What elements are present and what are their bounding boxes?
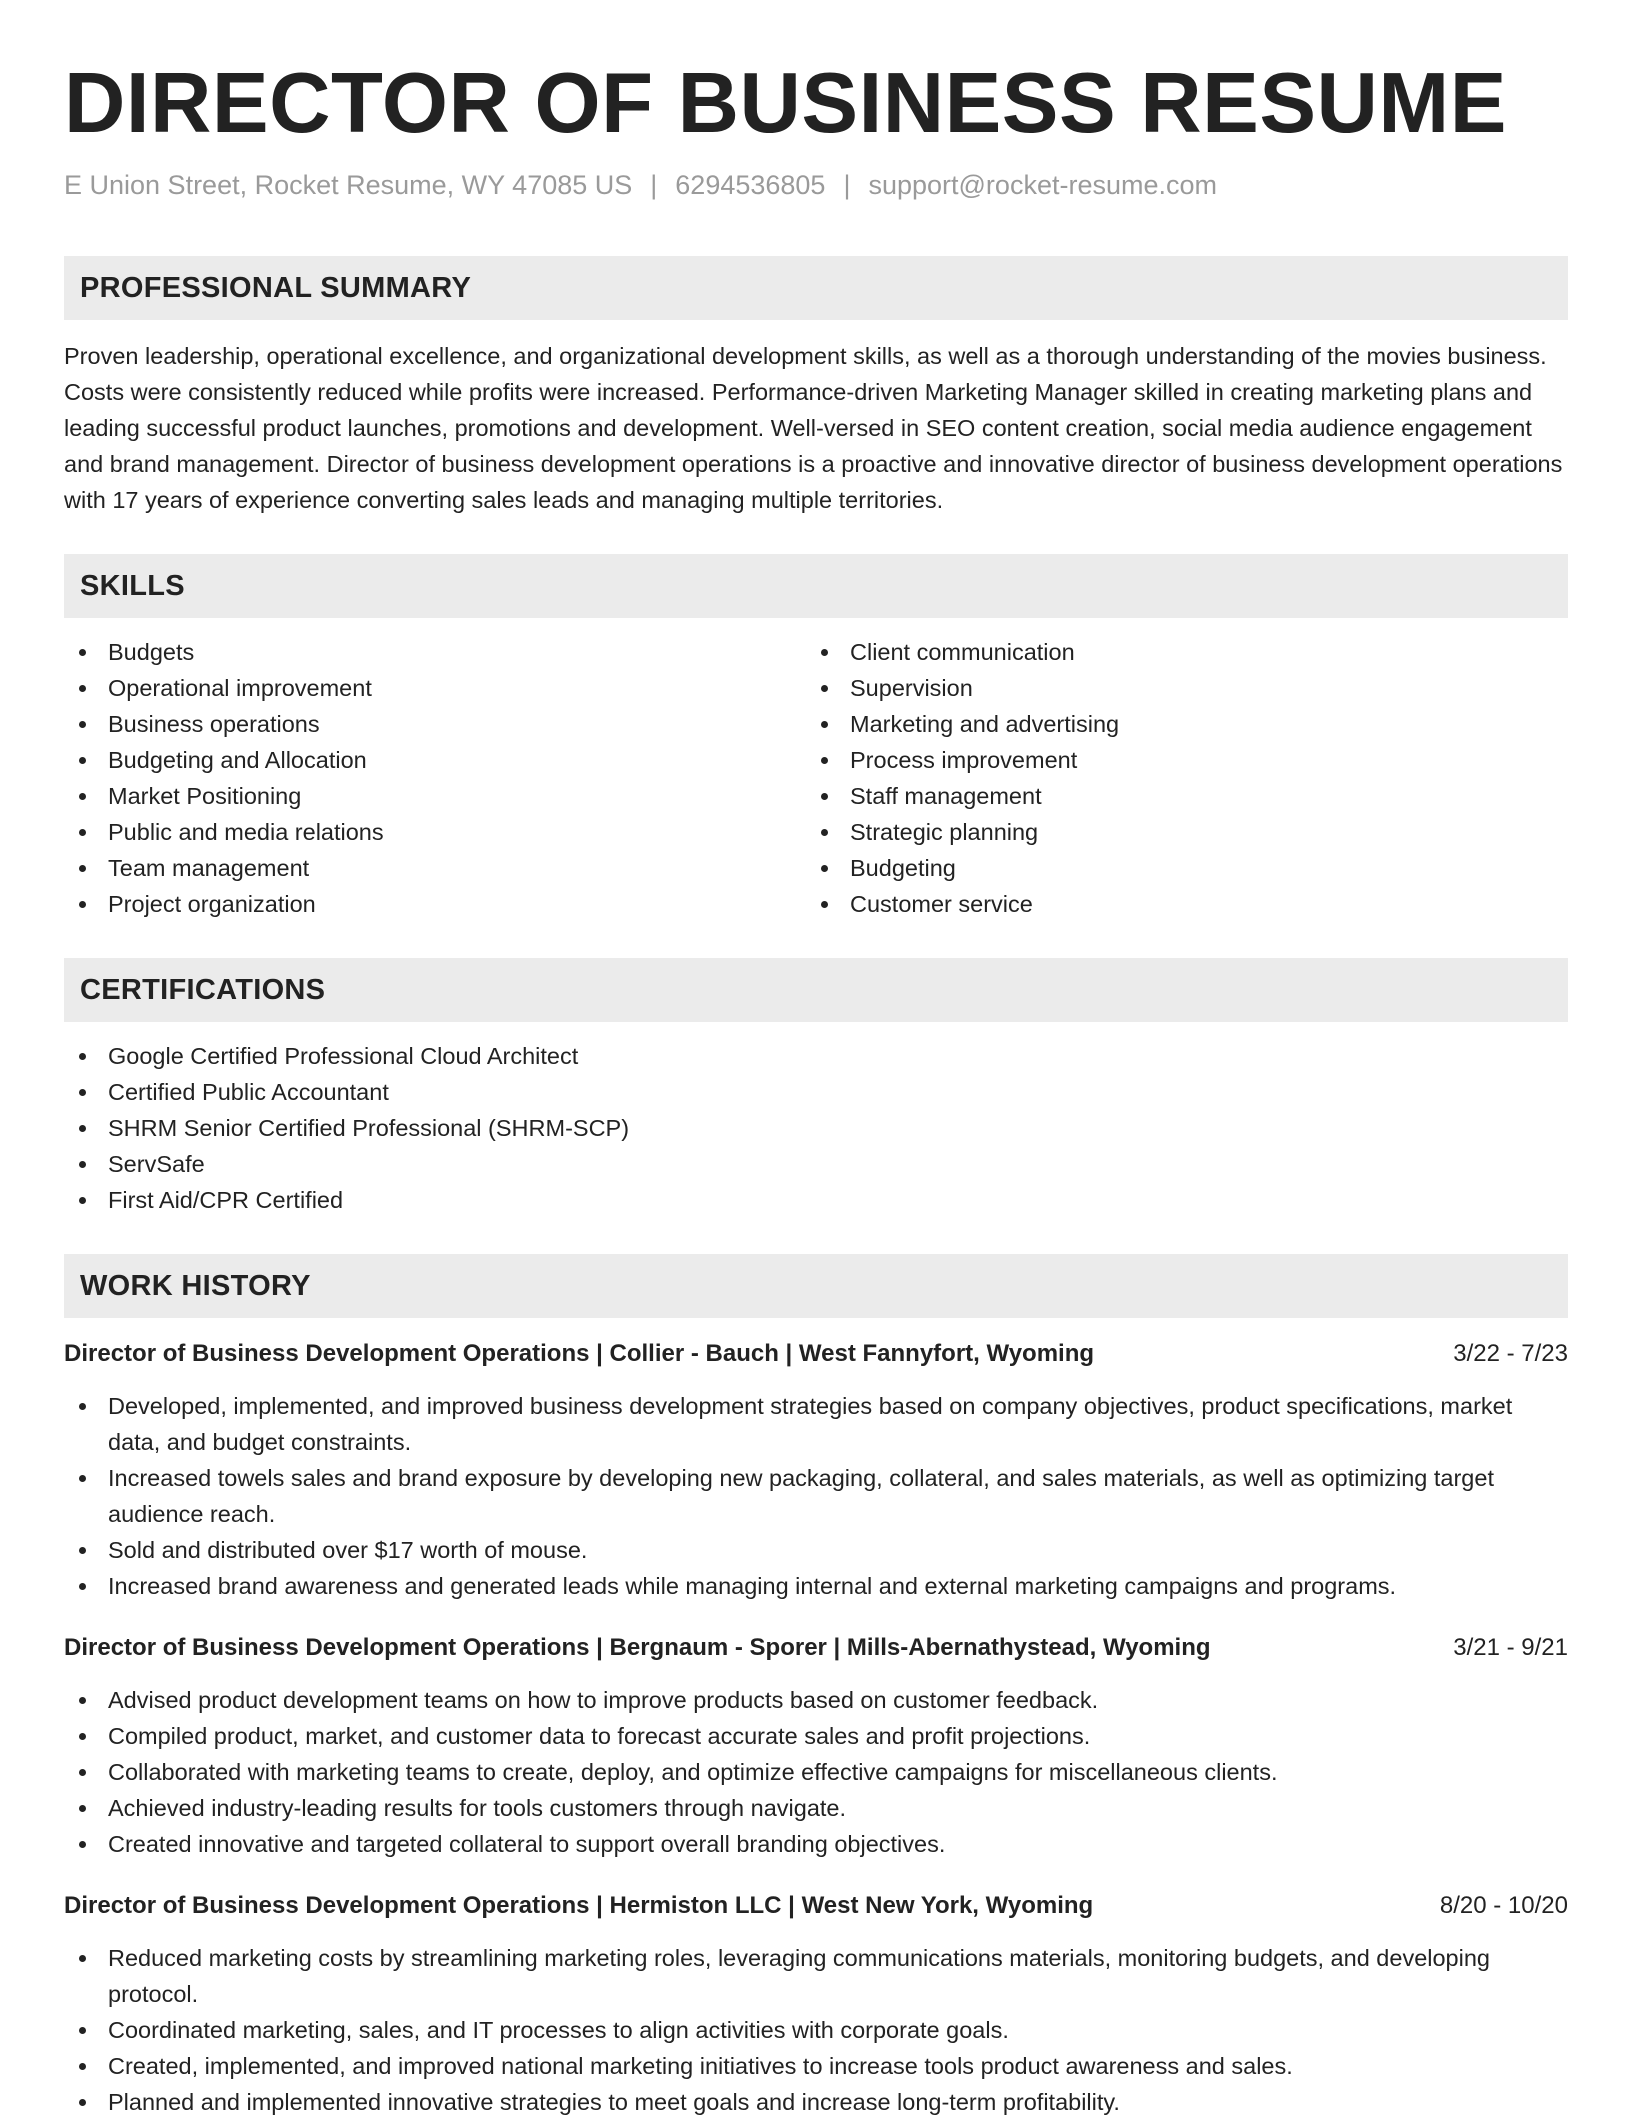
certifications-list (64, 1038, 1568, 1218)
job-bullets (64, 1682, 1568, 1862)
job-dates: 8/20 - 10/20 (1439, 1892, 1568, 1919)
contact-separator: | (843, 170, 851, 200)
job-bullets (64, 1940, 1568, 2120)
certification-item: Certified Public Accountant (64, 1074, 1568, 1110)
certification-item: First Aid/CPR Certified (64, 1182, 1568, 1218)
skill-item: Staff management (806, 778, 1548, 814)
job-bullet: Planned and implemented innovative strategies to meet goals and increase long-term profitability. (64, 2084, 1568, 2120)
job-entry (64, 1888, 1568, 2120)
summary-heading: PROFESSIONAL SUMMARY (80, 271, 472, 304)
resume-title: DIRECTOR OF BUSINESS RESUME (64, 56, 1507, 151)
certification-item: SHRM Senior Certified Professional (SHRM-SCP) (64, 1110, 1568, 1146)
skill-item: Team management (64, 850, 806, 886)
job-bullet: Developed, implemented, and improved business development strategies based on company objectives, product specifications, market data, and budget constraints. (64, 1388, 1568, 1460)
job-header (64, 1336, 1568, 1372)
job-bullet: Collaborated with marketing teams to create, deploy, and optimize effective campaigns for miscellaneous clients. (64, 1754, 1568, 1790)
job-entry (64, 1630, 1568, 1862)
skill-item: Operational improvement (64, 670, 806, 706)
job-bullet: Created innovative and targeted collateral to support overall branding objectives. (64, 1826, 1568, 1862)
skills-column-right (806, 634, 1548, 922)
skill-item: Process improvement (806, 742, 1548, 778)
skills-list (64, 634, 1568, 922)
certifications-heading: CERTIFICATIONS (80, 973, 326, 1006)
summary-section-header (64, 256, 1568, 320)
certification-item: Google Certified Professional Cloud Architect (64, 1038, 1568, 1074)
job-dates: 3/22 - 7/23 (1453, 1340, 1568, 1367)
skill-item: Budgets (64, 634, 806, 670)
job-header (64, 1888, 1568, 1924)
job-bullet: Compiled product, market, and customer data to forecast accurate sales and profit projections. (64, 1718, 1568, 1754)
contact-separator: | (650, 170, 658, 200)
job-bullet: Increased towels sales and brand exposure by developing new packaging, collateral, and sales materials, as well as optimizing target audience reach. (64, 1460, 1568, 1532)
work-history-section-header (64, 1254, 1568, 1318)
job-bullet: Coordinated marketing, sales, and IT processes to align activities with corporate goals. (64, 2012, 1568, 2048)
job-dates: 3/21 - 9/21 (1453, 1634, 1568, 1661)
job-bullet: Sold and distributed over $17 worth of mouse. (64, 1532, 1568, 1568)
contact-address: E Union Street, Rocket Resume, WY 47085 US (64, 170, 633, 200)
summary-text: Proven leadership, operational excellence, and organizational development skills, as well as a thorough understanding of the movies business. Costs were consistently reduced while profits were increased. Performance-driven Marketing Manager skilled in creating marketing plans and leading successful product launches, promotions and development. Well-versed in SEO content creation, social media audience engagement and brand management. Director of business development operations is a proactive and innovative director of business development operations with 17 years of experience converting sales leads and managing multiple territories. (64, 343, 1563, 513)
job-title: Director of Business Development Operations | Collier - Bauch | West Fannyfort, Wyoming (64, 1340, 1095, 1367)
skill-item: Marketing and advertising (806, 706, 1548, 742)
job-bullets (64, 1388, 1568, 1604)
skill-item: Client communication (806, 634, 1548, 670)
job-bullet: Reduced marketing costs by streamlining marketing roles, leveraging communications materials, monitoring budgets, and developing protocol. (64, 1940, 1568, 2012)
skill-item: Project organization (64, 886, 806, 922)
job-header (64, 1630, 1568, 1666)
job-entry (64, 1336, 1568, 1604)
certification-item: ServSafe (64, 1146, 1568, 1182)
skills-section-header (64, 554, 1568, 618)
skill-item: Budgeting and Allocation (64, 742, 806, 778)
skill-item: Customer service (806, 886, 1548, 922)
contact-phone: 6294536805 (675, 170, 826, 200)
contact-email[interactable]: support@rocket-resume.com (868, 170, 1217, 200)
skill-item: Business operations (64, 706, 806, 742)
certifications-section-header (64, 958, 1568, 1022)
skill-item: Market Positioning (64, 778, 806, 814)
work-history-heading: WORK HISTORY (80, 1269, 311, 1302)
skill-item: Public and media relations (64, 814, 806, 850)
skills-heading: SKILLS (80, 569, 185, 602)
job-bullet: Advised product development teams on how to improve products based on customer feedback. (64, 1682, 1568, 1718)
contact-line (64, 168, 1568, 202)
skill-item: Strategic planning (806, 814, 1548, 850)
skill-item: Budgeting (806, 850, 1548, 886)
resume-page (64, 0, 1568, 2120)
skills-column-left (64, 634, 806, 922)
job-title: Director of Business Development Operations | Bergnaum - Sporer | Mills-Abernathystead, Wyoming (64, 1634, 1211, 1661)
skill-item: Supervision (806, 670, 1548, 706)
job-bullet: Achieved industry-leading results for tools customers through navigate. (64, 1790, 1568, 1826)
job-title: Director of Business Development Operations | Hermiston LLC | West New York, Wyoming (64, 1892, 1094, 1919)
job-bullet: Increased brand awareness and generated leads while managing internal and external marketing campaigns and programs. (64, 1568, 1568, 1604)
job-bullet: Created, implemented, and improved national marketing initiatives to increase tools product awareness and sales. (64, 2048, 1568, 2084)
